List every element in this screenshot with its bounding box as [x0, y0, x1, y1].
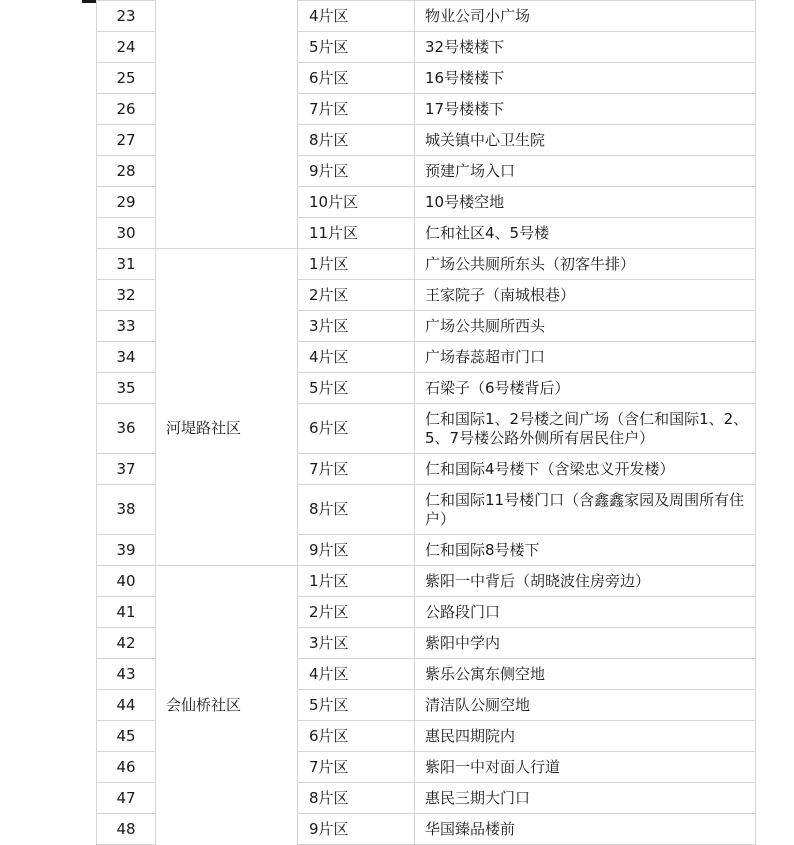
zone-cell: 1片区 [298, 566, 415, 597]
community-cell [156, 1, 298, 32]
zone-cell: 8片区 [298, 125, 415, 156]
community-cell [156, 485, 298, 535]
row-number: 34 [97, 342, 156, 373]
row-number: 25 [97, 63, 156, 94]
zone-cell: 9片区 [298, 814, 415, 845]
zone-cell: 3片区 [298, 311, 415, 342]
community-cell [156, 156, 298, 187]
row-number: 26 [97, 94, 156, 125]
table-row [97, 566, 756, 597]
zone-cell: 9片区 [298, 156, 415, 187]
table-edge-mark [82, 0, 96, 3]
community-cell [156, 373, 298, 404]
community-cell [156, 814, 298, 845]
zone-cell: 5片区 [298, 32, 415, 63]
row-number: 45 [97, 721, 156, 752]
community-cell [156, 94, 298, 125]
community-cell [156, 187, 298, 218]
zone-cell: 3片区 [298, 628, 415, 659]
row-number: 47 [97, 783, 156, 814]
location-cell: 紫阳中学内 [415, 628, 756, 659]
location-cell: 紫乐公寓东侧空地 [415, 659, 756, 690]
community-cell [156, 311, 298, 342]
community-cell: 河堤路社区 [156, 404, 298, 454]
table-row [97, 783, 756, 814]
table-row [97, 156, 756, 187]
row-number: 28 [97, 156, 156, 187]
row-number: 37 [97, 454, 156, 485]
zone-cell: 8片区 [298, 485, 415, 535]
community-cell [156, 659, 298, 690]
zone-cell: 2片区 [298, 280, 415, 311]
row-number: 38 [97, 485, 156, 535]
table-row [97, 404, 756, 454]
location-cell: 广场公共厕所东头（初客牛排） [415, 249, 756, 280]
community-cell [156, 63, 298, 94]
location-cell: 惠民四期院内 [415, 721, 756, 752]
location-cell: 预建广场入口 [415, 156, 756, 187]
row-number: 33 [97, 311, 156, 342]
table-body [97, 1, 756, 845]
location-cell: 仁和国际1、2号楼之间广场（含仁和国际1、2、5、7号楼公路外侧所有居民住户） [415, 404, 756, 454]
community-cell [156, 218, 298, 249]
table-row [97, 218, 756, 249]
location-cell: 广场春蕊超市门口 [415, 342, 756, 373]
zone-cell: 4片区 [298, 659, 415, 690]
table-row [97, 485, 756, 535]
row-number: 27 [97, 125, 156, 156]
row-number: 31 [97, 249, 156, 280]
table-row [97, 1, 756, 32]
table-row [97, 63, 756, 94]
row-number: 23 [97, 1, 156, 32]
table-row [97, 454, 756, 485]
community-cell [156, 280, 298, 311]
community-cell [156, 566, 298, 597]
table-row [97, 32, 756, 63]
location-cell: 紫阳一中对面人行道 [415, 752, 756, 783]
table-row [97, 373, 756, 404]
zone-cell: 6片区 [298, 721, 415, 752]
table-row [97, 187, 756, 218]
location-cell: 仁和国际11号楼门口（含鑫鑫家园及周围所有住户） [415, 485, 756, 535]
row-number: 46 [97, 752, 156, 783]
row-number: 36 [97, 404, 156, 454]
location-cell: 32号楼楼下 [415, 32, 756, 63]
row-number: 35 [97, 373, 156, 404]
table-row [97, 342, 756, 373]
location-cell: 紫阳一中背后（胡晓波住房旁边） [415, 566, 756, 597]
zone-cell: 4片区 [298, 342, 415, 373]
community-cell [156, 721, 298, 752]
community-cell [156, 454, 298, 485]
table-row [97, 311, 756, 342]
table-row [97, 94, 756, 125]
zone-cell: 10片区 [298, 187, 415, 218]
row-number: 24 [97, 32, 156, 63]
row-number: 40 [97, 566, 156, 597]
row-number: 29 [97, 187, 156, 218]
zone-cell: 5片区 [298, 690, 415, 721]
zone-cell: 1片区 [298, 249, 415, 280]
table-row [97, 535, 756, 566]
table-row [97, 814, 756, 845]
table-row [97, 280, 756, 311]
table-row [97, 125, 756, 156]
location-cell: 广场公共厕所西头 [415, 311, 756, 342]
community-cell: 会仙桥社区 [156, 690, 298, 721]
row-number: 32 [97, 280, 156, 311]
location-cell: 仁和国际4号楼下（含梁忠义开发楼） [415, 454, 756, 485]
distribution-point-table [96, 0, 756, 845]
table-row [97, 628, 756, 659]
row-number: 43 [97, 659, 156, 690]
location-cell: 17号楼楼下 [415, 94, 756, 125]
row-number: 44 [97, 690, 156, 721]
zone-cell: 11片区 [298, 218, 415, 249]
community-cell [156, 628, 298, 659]
zone-cell: 6片区 [298, 63, 415, 94]
location-cell: 华国臻品楼前 [415, 814, 756, 845]
table-row [97, 597, 756, 628]
location-cell: 石梁子（6号楼背后） [415, 373, 756, 404]
community-cell [156, 342, 298, 373]
zone-cell: 7片区 [298, 454, 415, 485]
zone-cell: 7片区 [298, 94, 415, 125]
location-cell: 清洁队公厕空地 [415, 690, 756, 721]
zone-cell: 8片区 [298, 783, 415, 814]
community-cell [156, 752, 298, 783]
row-number: 41 [97, 597, 156, 628]
zone-cell: 7片区 [298, 752, 415, 783]
community-cell [156, 535, 298, 566]
table-row [97, 690, 756, 721]
community-cell [156, 249, 298, 280]
community-cell [156, 32, 298, 63]
location-cell: 物业公司小广场 [415, 1, 756, 32]
community-cell [156, 597, 298, 628]
zone-cell: 5片区 [298, 373, 415, 404]
row-number: 39 [97, 535, 156, 566]
location-cell: 城关镇中心卫生院 [415, 125, 756, 156]
location-cell: 仁和社区4、5号楼 [415, 218, 756, 249]
location-cell: 10号楼空地 [415, 187, 756, 218]
location-cell: 仁和国际8号楼下 [415, 535, 756, 566]
location-cell: 王家院子（南城根巷） [415, 280, 756, 311]
community-cell [156, 125, 298, 156]
location-cell: 惠民三期大门口 [415, 783, 756, 814]
table-row [97, 721, 756, 752]
table-row [97, 752, 756, 783]
table-row [97, 659, 756, 690]
zone-cell: 6片区 [298, 404, 415, 454]
location-cell: 公路段门口 [415, 597, 756, 628]
zone-cell: 4片区 [298, 1, 415, 32]
table-row [97, 249, 756, 280]
row-number: 48 [97, 814, 156, 845]
zone-cell: 2片区 [298, 597, 415, 628]
row-number: 30 [97, 218, 156, 249]
community-cell [156, 783, 298, 814]
row-number: 42 [97, 628, 156, 659]
zone-cell: 9片区 [298, 535, 415, 566]
location-cell: 16号楼楼下 [415, 63, 756, 94]
